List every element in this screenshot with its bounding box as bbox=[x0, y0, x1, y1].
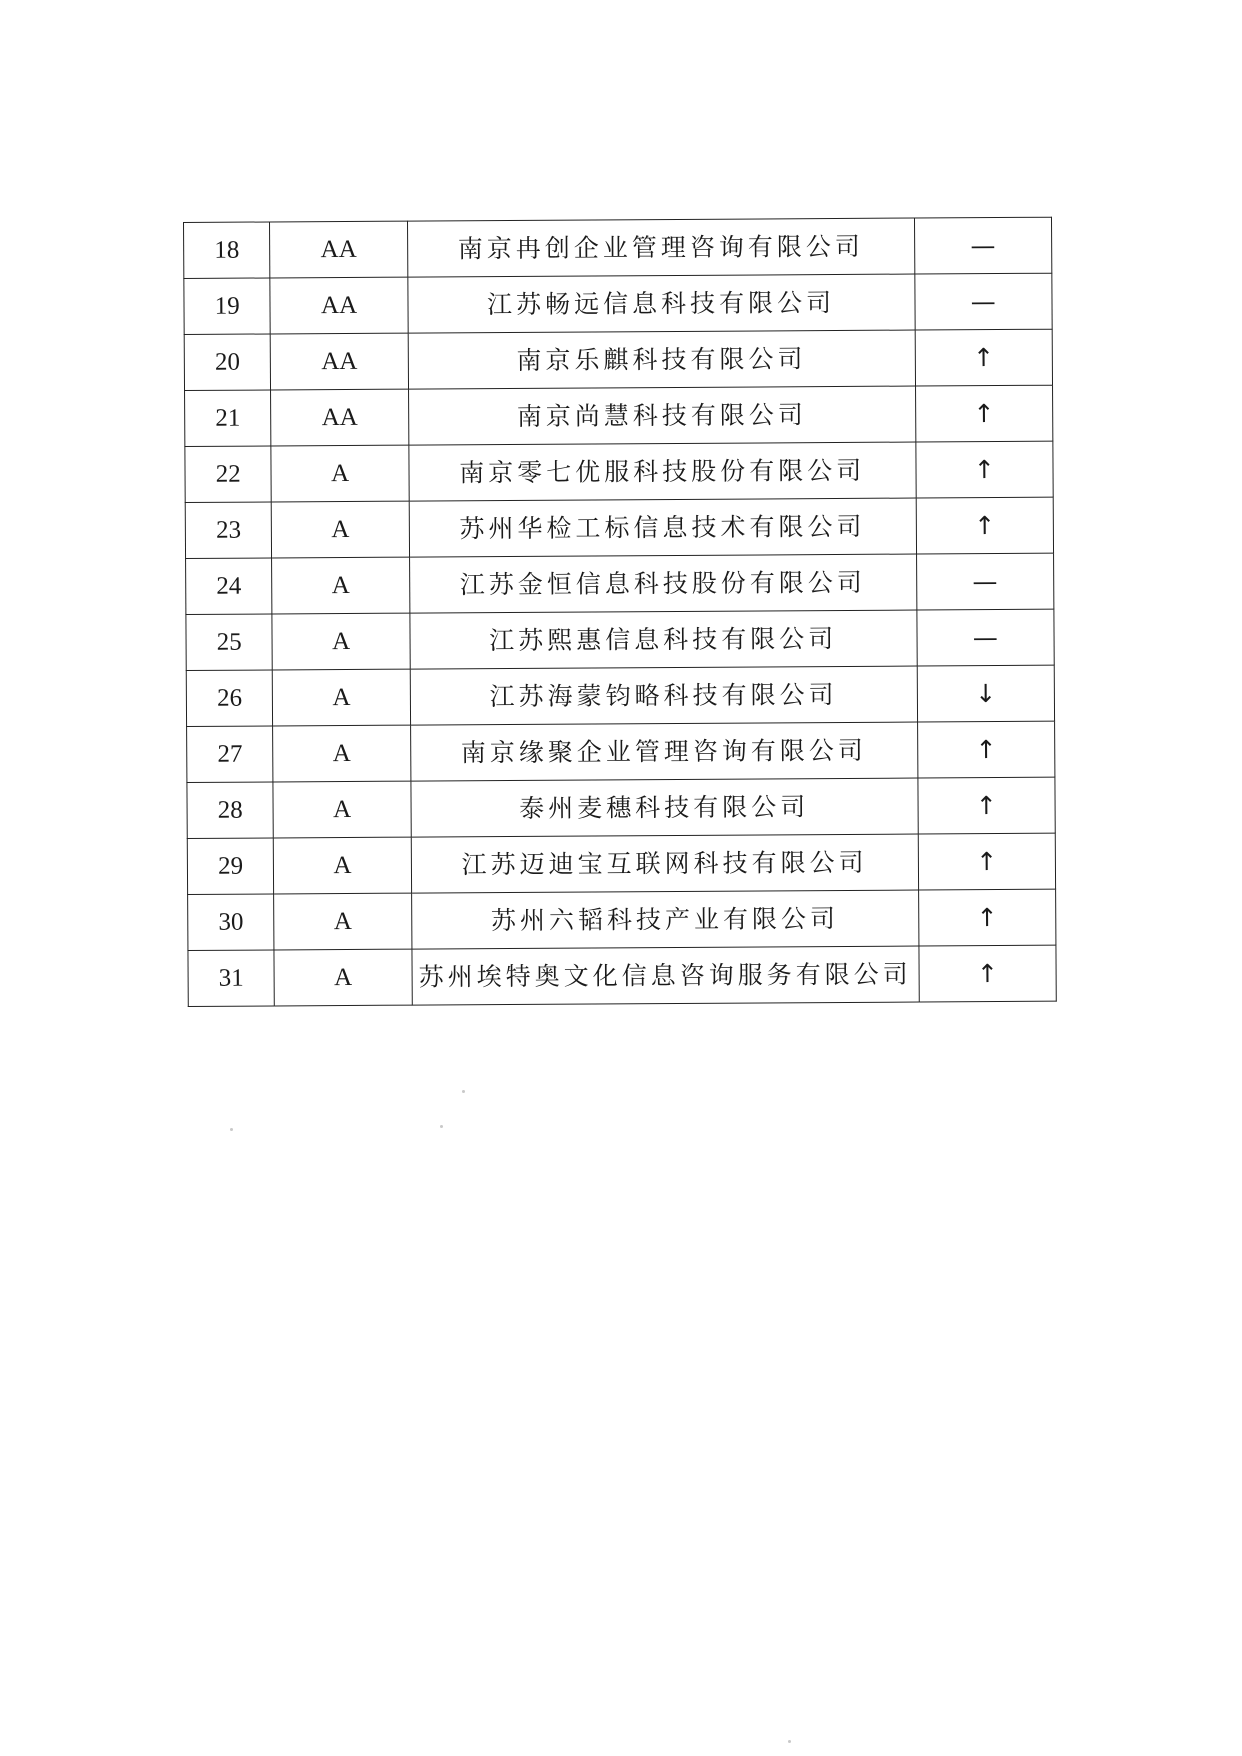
row-number: 23 bbox=[185, 502, 272, 559]
trend-indicator: ↑ bbox=[918, 833, 1056, 890]
row-number: 24 bbox=[186, 558, 273, 615]
rating-table-body bbox=[184, 217, 1057, 1006]
credit-level: AA bbox=[270, 221, 408, 278]
table-row bbox=[184, 329, 1052, 390]
table-row bbox=[184, 217, 1052, 278]
trend-indicator: — bbox=[916, 553, 1054, 610]
row-number: 19 bbox=[184, 278, 271, 335]
company-name: 泰州麦穗科技有限公司 bbox=[411, 778, 918, 837]
trend-indicator: ↑ bbox=[917, 721, 1055, 778]
company-name: 南京零七优服科技股份有限公司 bbox=[409, 442, 916, 501]
table-row bbox=[186, 609, 1054, 670]
company-name: 南京缘聚企业管理咨询有限公司 bbox=[410, 722, 917, 781]
table-row bbox=[184, 273, 1052, 334]
row-number: 21 bbox=[185, 390, 272, 447]
credit-level: AA bbox=[270, 277, 408, 334]
trend-indicator: — bbox=[916, 609, 1054, 666]
credit-level: A bbox=[274, 893, 412, 950]
table-row bbox=[187, 777, 1055, 838]
table-row bbox=[186, 553, 1054, 614]
trend-indicator: ↑ bbox=[915, 329, 1053, 386]
row-number: 22 bbox=[185, 446, 272, 503]
company-name: 南京尚慧科技有限公司 bbox=[408, 386, 915, 445]
table-row bbox=[187, 833, 1055, 894]
row-number: 25 bbox=[186, 614, 273, 671]
credit-level: A bbox=[272, 613, 410, 670]
credit-level: A bbox=[272, 501, 410, 558]
row-number: 26 bbox=[186, 670, 273, 727]
trend-indicator: — bbox=[914, 217, 1052, 274]
table-row bbox=[188, 945, 1056, 1006]
row-number: 28 bbox=[187, 782, 274, 839]
trend-indicator: — bbox=[914, 273, 1052, 330]
credit-level: A bbox=[273, 781, 411, 838]
company-name: 苏州六韬科技产业有限公司 bbox=[411, 890, 918, 949]
scan-speck bbox=[462, 1090, 465, 1093]
credit-level: A bbox=[273, 669, 411, 726]
company-name: 江苏熙惠信息科技有限公司 bbox=[410, 610, 917, 669]
scan-speck bbox=[440, 1125, 443, 1128]
company-name: 南京冉创企业管理咨询有限公司 bbox=[407, 218, 914, 277]
scan-speck bbox=[230, 1128, 233, 1131]
credit-level: AA bbox=[271, 389, 409, 446]
trend-indicator: ↑ bbox=[917, 777, 1055, 834]
company-name: 江苏畅远信息科技有限公司 bbox=[408, 274, 915, 333]
company-name: 苏州华检工标信息技术有限公司 bbox=[409, 498, 916, 557]
credit-level: A bbox=[274, 837, 412, 894]
table-row bbox=[185, 497, 1053, 558]
table-row bbox=[185, 441, 1053, 502]
credit-level: AA bbox=[270, 333, 408, 390]
scan-speck bbox=[788, 1740, 791, 1743]
trend-indicator: ↓ bbox=[917, 665, 1055, 722]
row-number: 31 bbox=[188, 950, 275, 1007]
table-row bbox=[186, 665, 1054, 726]
row-number: 20 bbox=[184, 334, 271, 391]
credit-level: A bbox=[271, 445, 409, 502]
row-number: 18 bbox=[184, 222, 271, 279]
company-name: 南京乐麒科技有限公司 bbox=[408, 330, 915, 389]
trend-indicator: ↑ bbox=[915, 385, 1053, 442]
company-name: 苏州埃特奥文化信息咨询服务有限公司 bbox=[412, 946, 919, 1005]
company-name: 江苏迈迪宝互联网科技有限公司 bbox=[411, 834, 918, 893]
table-row bbox=[185, 385, 1053, 446]
trend-indicator: ↑ bbox=[918, 889, 1056, 946]
credit-level: A bbox=[274, 949, 412, 1006]
credit-level: A bbox=[273, 725, 411, 782]
row-number: 27 bbox=[187, 726, 274, 783]
company-name: 江苏金恒信息科技股份有限公司 bbox=[409, 554, 916, 613]
trend-indicator: ↑ bbox=[918, 945, 1056, 1002]
row-number: 29 bbox=[187, 838, 274, 895]
row-number: 30 bbox=[188, 894, 275, 951]
company-name: 江苏海蒙钧略科技有限公司 bbox=[410, 666, 917, 725]
table-row bbox=[187, 721, 1055, 782]
trend-indicator: ↑ bbox=[915, 441, 1053, 498]
table-row bbox=[188, 889, 1056, 950]
credit-level: A bbox=[272, 557, 410, 614]
trend-indicator: ↑ bbox=[916, 497, 1054, 554]
rating-table bbox=[183, 217, 1057, 1007]
